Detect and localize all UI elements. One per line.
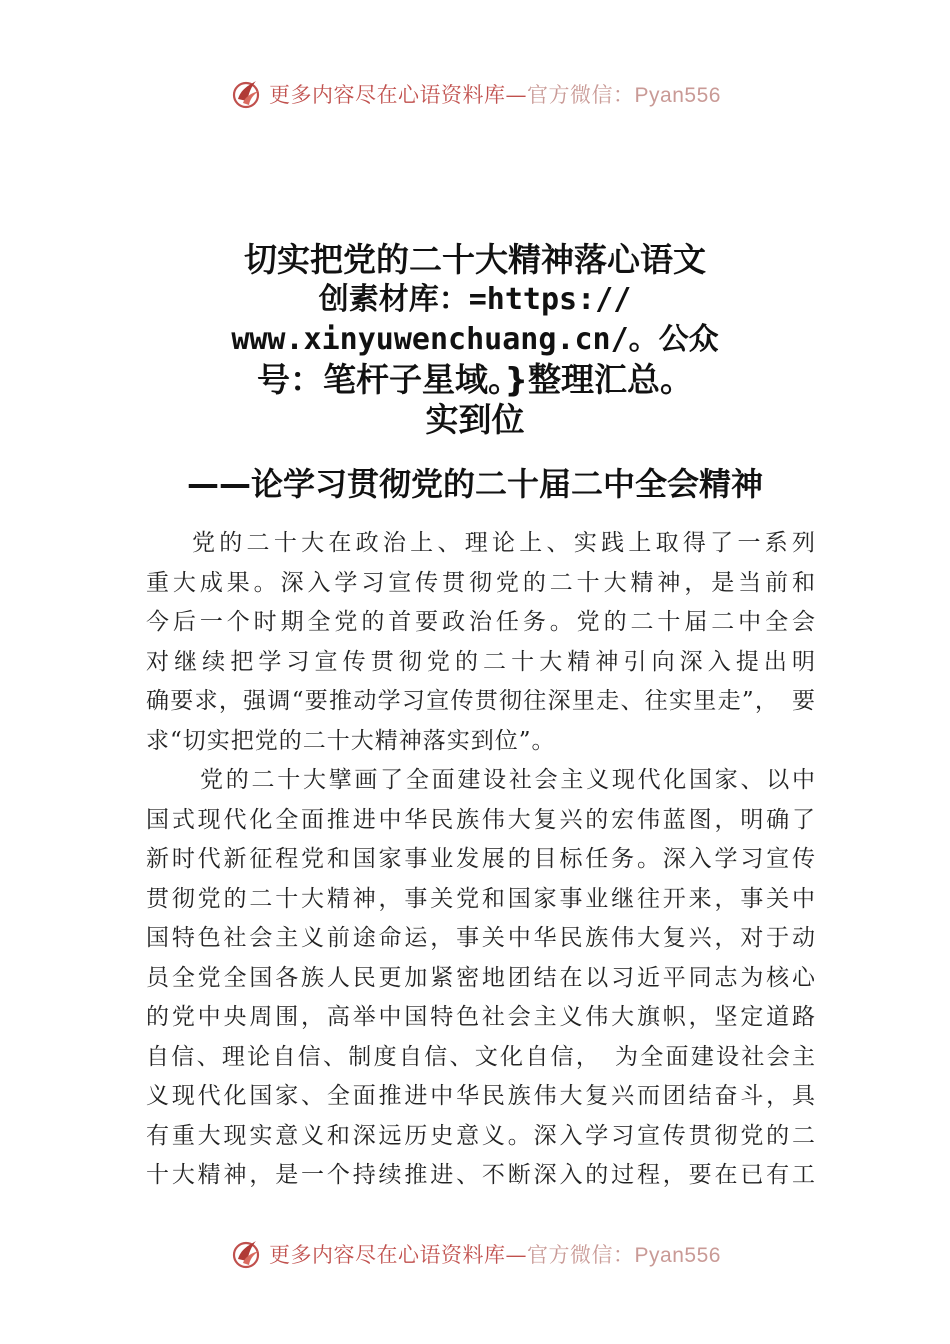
banner-main-text: 更多内容尽在心语资料库—: [269, 1243, 528, 1267]
title-line: 创素材库：=https://: [318, 282, 632, 317]
paragraph-line: 对继续把学习宣传贯彻党的二十大精神引向深入提出明: [146, 648, 816, 675]
paragraph-line: 员全党全国各族人民更加紧密地团结在以习近平同志为核心: [146, 964, 816, 991]
paragraph-line: 今后一个时期全党的首要政治任务。党的二十届二中全会: [146, 609, 816, 635]
title-line: 号：笔杆子星域。}整理汇总。: [257, 360, 693, 399]
flame-logo-icon: [229, 77, 263, 111]
title-line: www.xinyuwenchuang.cn/。公众: [231, 322, 719, 357]
paragraph-line: 党的二十大在政治上、理论上、实践上取得了一系列: [192, 530, 816, 556]
banner-wechat-label: 官方微信：: [527, 1243, 635, 1267]
paragraph-line: 有重大现实意义和深远历史意义。深入学习宣传贯彻党的二: [146, 1122, 816, 1149]
paragraph-line: 求“切实把党的二十大精神落实到位”。: [146, 727, 556, 754]
banner-text: [269, 1239, 721, 1269]
document-title: [175, 240, 775, 440]
flame-logo-icon: [229, 1237, 263, 1271]
paragraph-line: 国式现代化全面推进中华民族伟大复兴的宏伟蓝图，明确了: [146, 806, 816, 833]
paragraph-line: 确要求，强调“要推动学习宣传贯彻往深里走、往实里走”， 要: [146, 688, 816, 714]
paragraph-line: 自信、理论自信、制度自信、文化自信， 为全面建设社会主: [146, 1043, 816, 1070]
banner-wechat-id: Pyan556: [634, 84, 721, 107]
banner-text: [269, 79, 721, 109]
paragraph-line: 重大成果。深入学习宣传贯彻党的二十大精神，是当前和: [146, 569, 816, 596]
header-banner: [0, 72, 950, 116]
footer-banner: [0, 1232, 950, 1276]
paragraph-line: 的党中央周围，高举中国特色社会主义伟大旗帜，坚定道路: [146, 1004, 816, 1030]
paragraph-line: 党的二十大擘画了全面建设社会主义现代化国家、以中: [200, 767, 816, 793]
paragraph-line: 新时代新征程党和国家事业发展的目标任务。深入学习宣传: [146, 846, 816, 872]
body-text: [146, 524, 816, 1196]
document-subtitle: ——论学习贯彻党的二十届二中全会精神: [186, 465, 763, 503]
paragraph-line: 国特色社会主义前途命运，事关中华民族伟大复兴，对于动: [146, 925, 816, 951]
banner-wechat-id: Pyan556: [634, 1244, 721, 1267]
banner-main-text: 更多内容尽在心语资料库—: [269, 83, 528, 107]
title-line: 切实把党的二十大精神落心语文: [244, 240, 706, 279]
paragraph-line: 贯彻党的二十大精神，事关党和国家事业继往开来，事关中: [146, 885, 816, 912]
banner-wechat-label: 官方微信：: [527, 83, 635, 107]
paragraph-line: 义现代化国家、全面推进中华民族伟大复兴而团结奋斗，具: [146, 1083, 816, 1109]
paragraph-line: 十大精神，是一个持续推进、不断深入的过程，要在已有工: [146, 1162, 816, 1188]
title-line: 实到位: [425, 400, 525, 439]
